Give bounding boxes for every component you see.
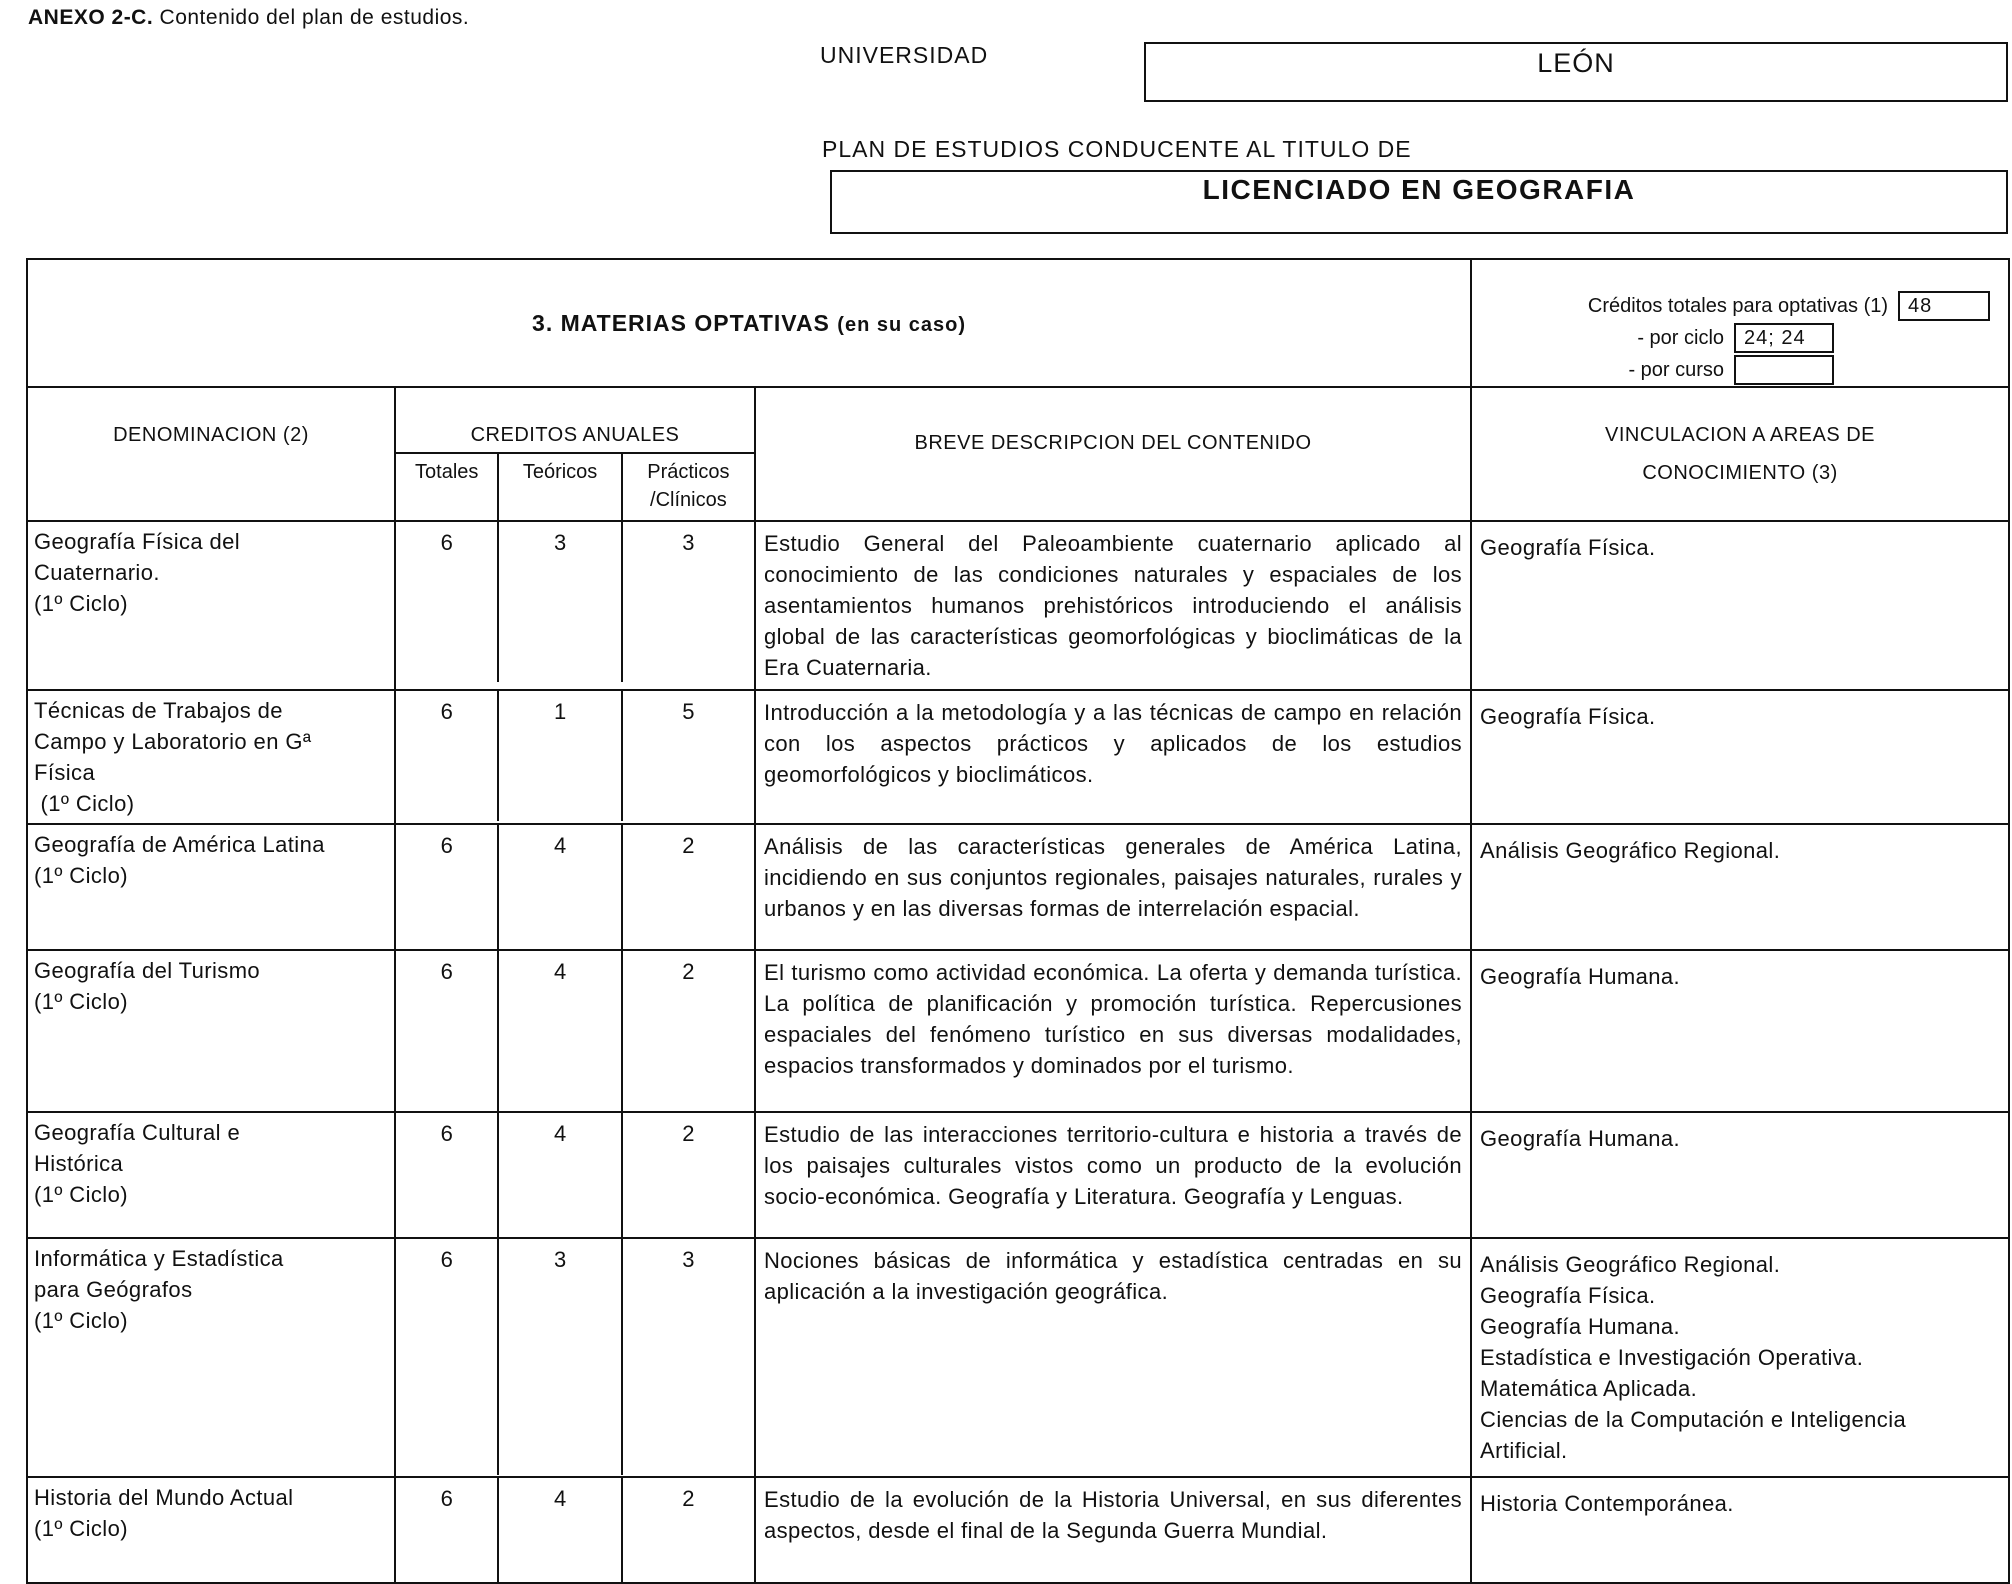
table-row: [27, 824, 2009, 950]
credits-practice: 3: [682, 1247, 695, 1272]
col-theory-header: Teóricos: [499, 454, 622, 520]
knowledge-area: Geografía Física.: [1480, 535, 1656, 560]
section-title: 3. MATERIAS OPTATIVAS: [532, 309, 830, 336]
section-title-suffix: (en su caso): [837, 313, 966, 336]
subject-name: [27, 1238, 395, 1477]
knowledge-area: Geografía Física.: [1480, 1283, 1656, 1308]
subject-name: [27, 824, 395, 950]
col-practice-header: [623, 454, 754, 520]
subject-name-line: Histórica: [34, 1151, 124, 1176]
column-header-row: [27, 387, 2009, 521]
credits-theory: 1: [499, 691, 622, 821]
subject-name: [27, 521, 395, 690]
credits-practice: 2: [682, 1121, 695, 1146]
col-totals-header: Totales: [396, 454, 499, 520]
subject-rows: [27, 521, 2009, 1583]
credits-totals: 6: [396, 522, 499, 682]
subject-name-line: Geografía del Turismo: [34, 958, 261, 983]
subject-credits: [395, 824, 755, 950]
subject-name: [27, 1477, 395, 1583]
col-description-header: BREVE DESCRIPCION DEL CONTENIDO: [755, 387, 1471, 521]
areas-label-1: VINCULACION A AREAS DE: [1605, 424, 1876, 446]
subject-name-line: (1º Ciclo): [34, 591, 128, 616]
col-credits-header: [395, 387, 755, 521]
degree-box: [830, 170, 2008, 234]
credits-practice: 2: [682, 833, 695, 858]
subject-description: Estudio General del Paleoambiente cuaternario aplicado al conocimiento de las condiciones naturales y espaciales de los asentamientos humanos prehistóricos introduciendo el análisis global de las características geomorfológicas y bioclimáticas de la Era Cuaternaria.: [755, 521, 1471, 690]
credits-totals: 6: [396, 1239, 499, 1475]
knowledge-area: Análisis Geográfico Regional.: [1480, 1252, 1781, 1277]
credits-practice: 2: [682, 1486, 695, 1511]
university-value: LEÓN: [1537, 48, 1615, 78]
subject-areas: [1471, 950, 2009, 1112]
subject-name: [27, 1112, 395, 1238]
per-course-value: [1734, 355, 1834, 385]
section-title-cell: [27, 259, 1471, 387]
knowledge-area: Geografía Humana.: [1480, 964, 1681, 989]
subject-name-line: Física: [34, 760, 96, 785]
credits-theory: 3: [499, 1239, 622, 1475]
subject-areas: [1471, 824, 2009, 950]
subject-name: [27, 950, 395, 1112]
knowledge-area: Estadística e Investigación Operativa.: [1480, 1345, 1864, 1370]
subject-description: Nociones básicas de informática y estadística centradas en su aplicación a la investigación geográfica.: [755, 1238, 1471, 1477]
subject-name-line: (1º Ciclo): [34, 1308, 128, 1333]
knowledge-area: Geografía Humana.: [1480, 1126, 1681, 1151]
per-cycle-value: 24; 24: [1734, 323, 1834, 353]
practice-label-1: Prácticos: [647, 461, 730, 483]
annex-number: ANEXO 2-C.: [28, 6, 154, 29]
subject-credits: [395, 521, 755, 690]
knowledge-area: Artificial.: [1480, 1438, 1568, 1463]
subject-name-line: (1º Ciclo): [34, 863, 128, 888]
credits-theory: 4: [499, 1478, 622, 1582]
subject-areas: [1471, 690, 2009, 824]
knowledge-area: Geografía Humana.: [1480, 1314, 1681, 1339]
credits-theory: 4: [499, 1113, 622, 1237]
credits-totals: 6: [396, 951, 499, 1111]
knowledge-area: Ciencias de la Computación e Inteligencia: [1480, 1407, 1907, 1432]
table-row: [27, 690, 2009, 824]
subject-credits: [395, 950, 755, 1112]
subject-name-line: (1º Ciclo): [34, 791, 135, 816]
optional-subjects-table: [26, 258, 2010, 1584]
subject-description: El turismo como actividad económica. La oferta y demanda turística. La política de planificación y promoción turística. Repercusiones espaciales del fenómeno turístico en sus diversas modalidades, espacios transformados y dominados por el turismo.: [755, 950, 1471, 1112]
subject-name-line: Técnicas de Trabajos de: [34, 698, 283, 723]
subject-name-line: Historia del Mundo Actual: [34, 1485, 294, 1510]
subject-name-line: Campo y Laboratorio en Gª: [34, 729, 312, 754]
subject-areas: [1471, 521, 2009, 690]
section-header-row: [27, 259, 2009, 387]
degree-title: LICENCIADO EN GEOGRAFIA: [1202, 174, 1636, 205]
subject-name-line: Geografía Física del: [34, 529, 241, 554]
col-name-header: DENOMINACION (2): [27, 387, 395, 521]
subject-credits: [395, 1477, 755, 1583]
credits-summary: [1471, 259, 2009, 387]
subject-description: Estudio de las interacciones territorio-cultura e historia a través de los paisajes culturales vistos como un producto de la evolución socio-económica. Geografía y Literatura. Geografía y Lenguas.: [755, 1112, 1471, 1238]
table-row: [27, 950, 2009, 1112]
credits-theory: 4: [499, 825, 622, 949]
subject-description: Estudio de la evolución de la Historia Universal, en sus diferentes aspectos, desde el final de la Segunda Guerra Mundial.: [755, 1477, 1471, 1583]
subject-description: Introducción a la metodología y a las técnicas de campo en relación con los aspectos prácticos y aplicados de los estudios geomorfológicos y bioclimáticos.: [755, 690, 1471, 824]
credits-practice: 3: [682, 530, 695, 555]
subject-name-line: Geografía de América Latina: [34, 832, 325, 857]
subject-areas: [1471, 1238, 2009, 1477]
subject-description: Análisis de las características generales de América Latina, incidiendo en sus conjuntos regionales, paisajes naturales, rurales y urbanos y en las diversas formas de interrelación espacial.: [755, 824, 1471, 950]
areas-label-2: CONOCIMIENTO (3): [1642, 462, 1838, 484]
subject-name-line: Cuaternario.: [34, 560, 160, 585]
credits-practice: 2: [682, 959, 695, 984]
total-credits-value: 48: [1898, 291, 1990, 321]
total-credits-label: Créditos totales para optativas (1): [1587, 294, 1889, 317]
table-row: [27, 1477, 2009, 1583]
table-row: [27, 1112, 2009, 1238]
subject-name-line: Informática y Estadística: [34, 1246, 284, 1271]
credits-totals: 6: [396, 691, 499, 821]
table-row: [27, 1238, 2009, 1477]
credits-practice: 5: [682, 699, 695, 724]
credits-annual-label: CREDITOS ANUALES: [470, 424, 680, 446]
credits-totals: 6: [396, 825, 499, 949]
subject-areas: [1471, 1112, 2009, 1238]
credits-theory: 3: [499, 522, 622, 682]
per-course-label: - por curso: [1628, 358, 1725, 381]
subject-name-line: (1º Ciclo): [34, 1182, 128, 1207]
knowledge-area: Historia Contemporánea.: [1480, 1491, 1734, 1516]
practice-label-2: /Clínicos: [650, 489, 727, 511]
per-cycle-label: - por ciclo: [1637, 326, 1725, 349]
subject-credits: [395, 1238, 755, 1477]
subject-areas: [1471, 1477, 2009, 1583]
subject-credits: [395, 690, 755, 824]
annex-text: Contenido del plan de estudios.: [159, 6, 470, 29]
subject-name-line: para Geógrafos: [34, 1277, 193, 1302]
subject-name-line: Geografía Cultural e: [34, 1120, 241, 1145]
subject-name-line: (1º Ciclo): [34, 1516, 128, 1541]
credits-totals: 6: [396, 1113, 499, 1237]
knowledge-area: Geografía Física.: [1480, 704, 1656, 729]
table-row: [27, 521, 2009, 690]
credits-totals: 6: [396, 1478, 499, 1582]
col-areas-header: [1471, 387, 2009, 521]
annex-heading: [28, 6, 469, 30]
subject-credits: [395, 1112, 755, 1238]
university-box: [1144, 42, 2008, 102]
knowledge-area: Matemática Aplicada.: [1480, 1376, 1698, 1401]
subject-name-line: (1º Ciclo): [34, 989, 128, 1014]
plan-label: PLAN DE ESTUDIOS CONDUCENTE AL TITULO DE: [822, 136, 1412, 162]
university-label: UNIVERSIDAD: [820, 42, 989, 68]
subject-name: [27, 690, 395, 824]
credits-theory: 4: [499, 951, 622, 1111]
knowledge-area: Análisis Geográfico Regional.: [1480, 838, 1781, 863]
